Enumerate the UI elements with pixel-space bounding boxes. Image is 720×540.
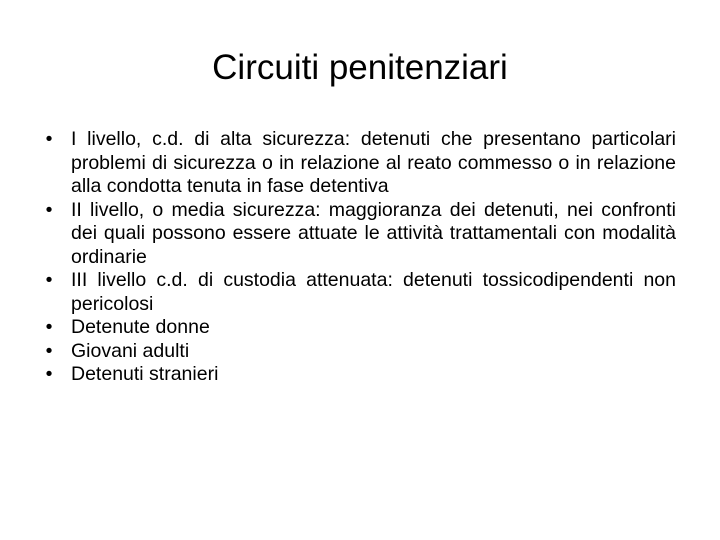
bullet-text: Detenute donne (71, 316, 210, 338)
bullet-item (36, 128, 676, 199)
slide-title: Circuiti penitenziari (212, 48, 508, 87)
bullet-marker: • (45, 269, 53, 291)
bullet-list (36, 128, 676, 387)
bullet-text: I livello, c.d. di alta sicurezza: detenuti che presentano particolari problemi di sicurezza o in relazione al reato commesso o in relazione alla condotta tenuta in fase detentiva (71, 128, 676, 197)
bullet-marker: • (45, 316, 53, 338)
bullet-item (36, 363, 676, 387)
bullet-text: Detenuti stranieri (71, 363, 219, 385)
bullet-item (36, 340, 676, 364)
bullet-marker: • (45, 198, 53, 221)
bullet-item (36, 199, 676, 270)
bullet-item (36, 316, 676, 340)
bullet-item (36, 269, 676, 316)
bullet-marker: • (45, 363, 53, 385)
bullet-text: Giovani adulti (71, 339, 190, 362)
bullet-marker: • (45, 128, 53, 150)
bullet-text: III livello c.d. di custodia attenuata: detenuti tossicodipendenti non pericolosi (71, 269, 676, 315)
bullet-marker: • (45, 339, 53, 362)
bullet-text: II livello, o media sicurezza: maggioranza dei detenuti, nei confronti dei quali possono essere attuate le attività trattamentali con modalità ordinarie (71, 198, 676, 268)
